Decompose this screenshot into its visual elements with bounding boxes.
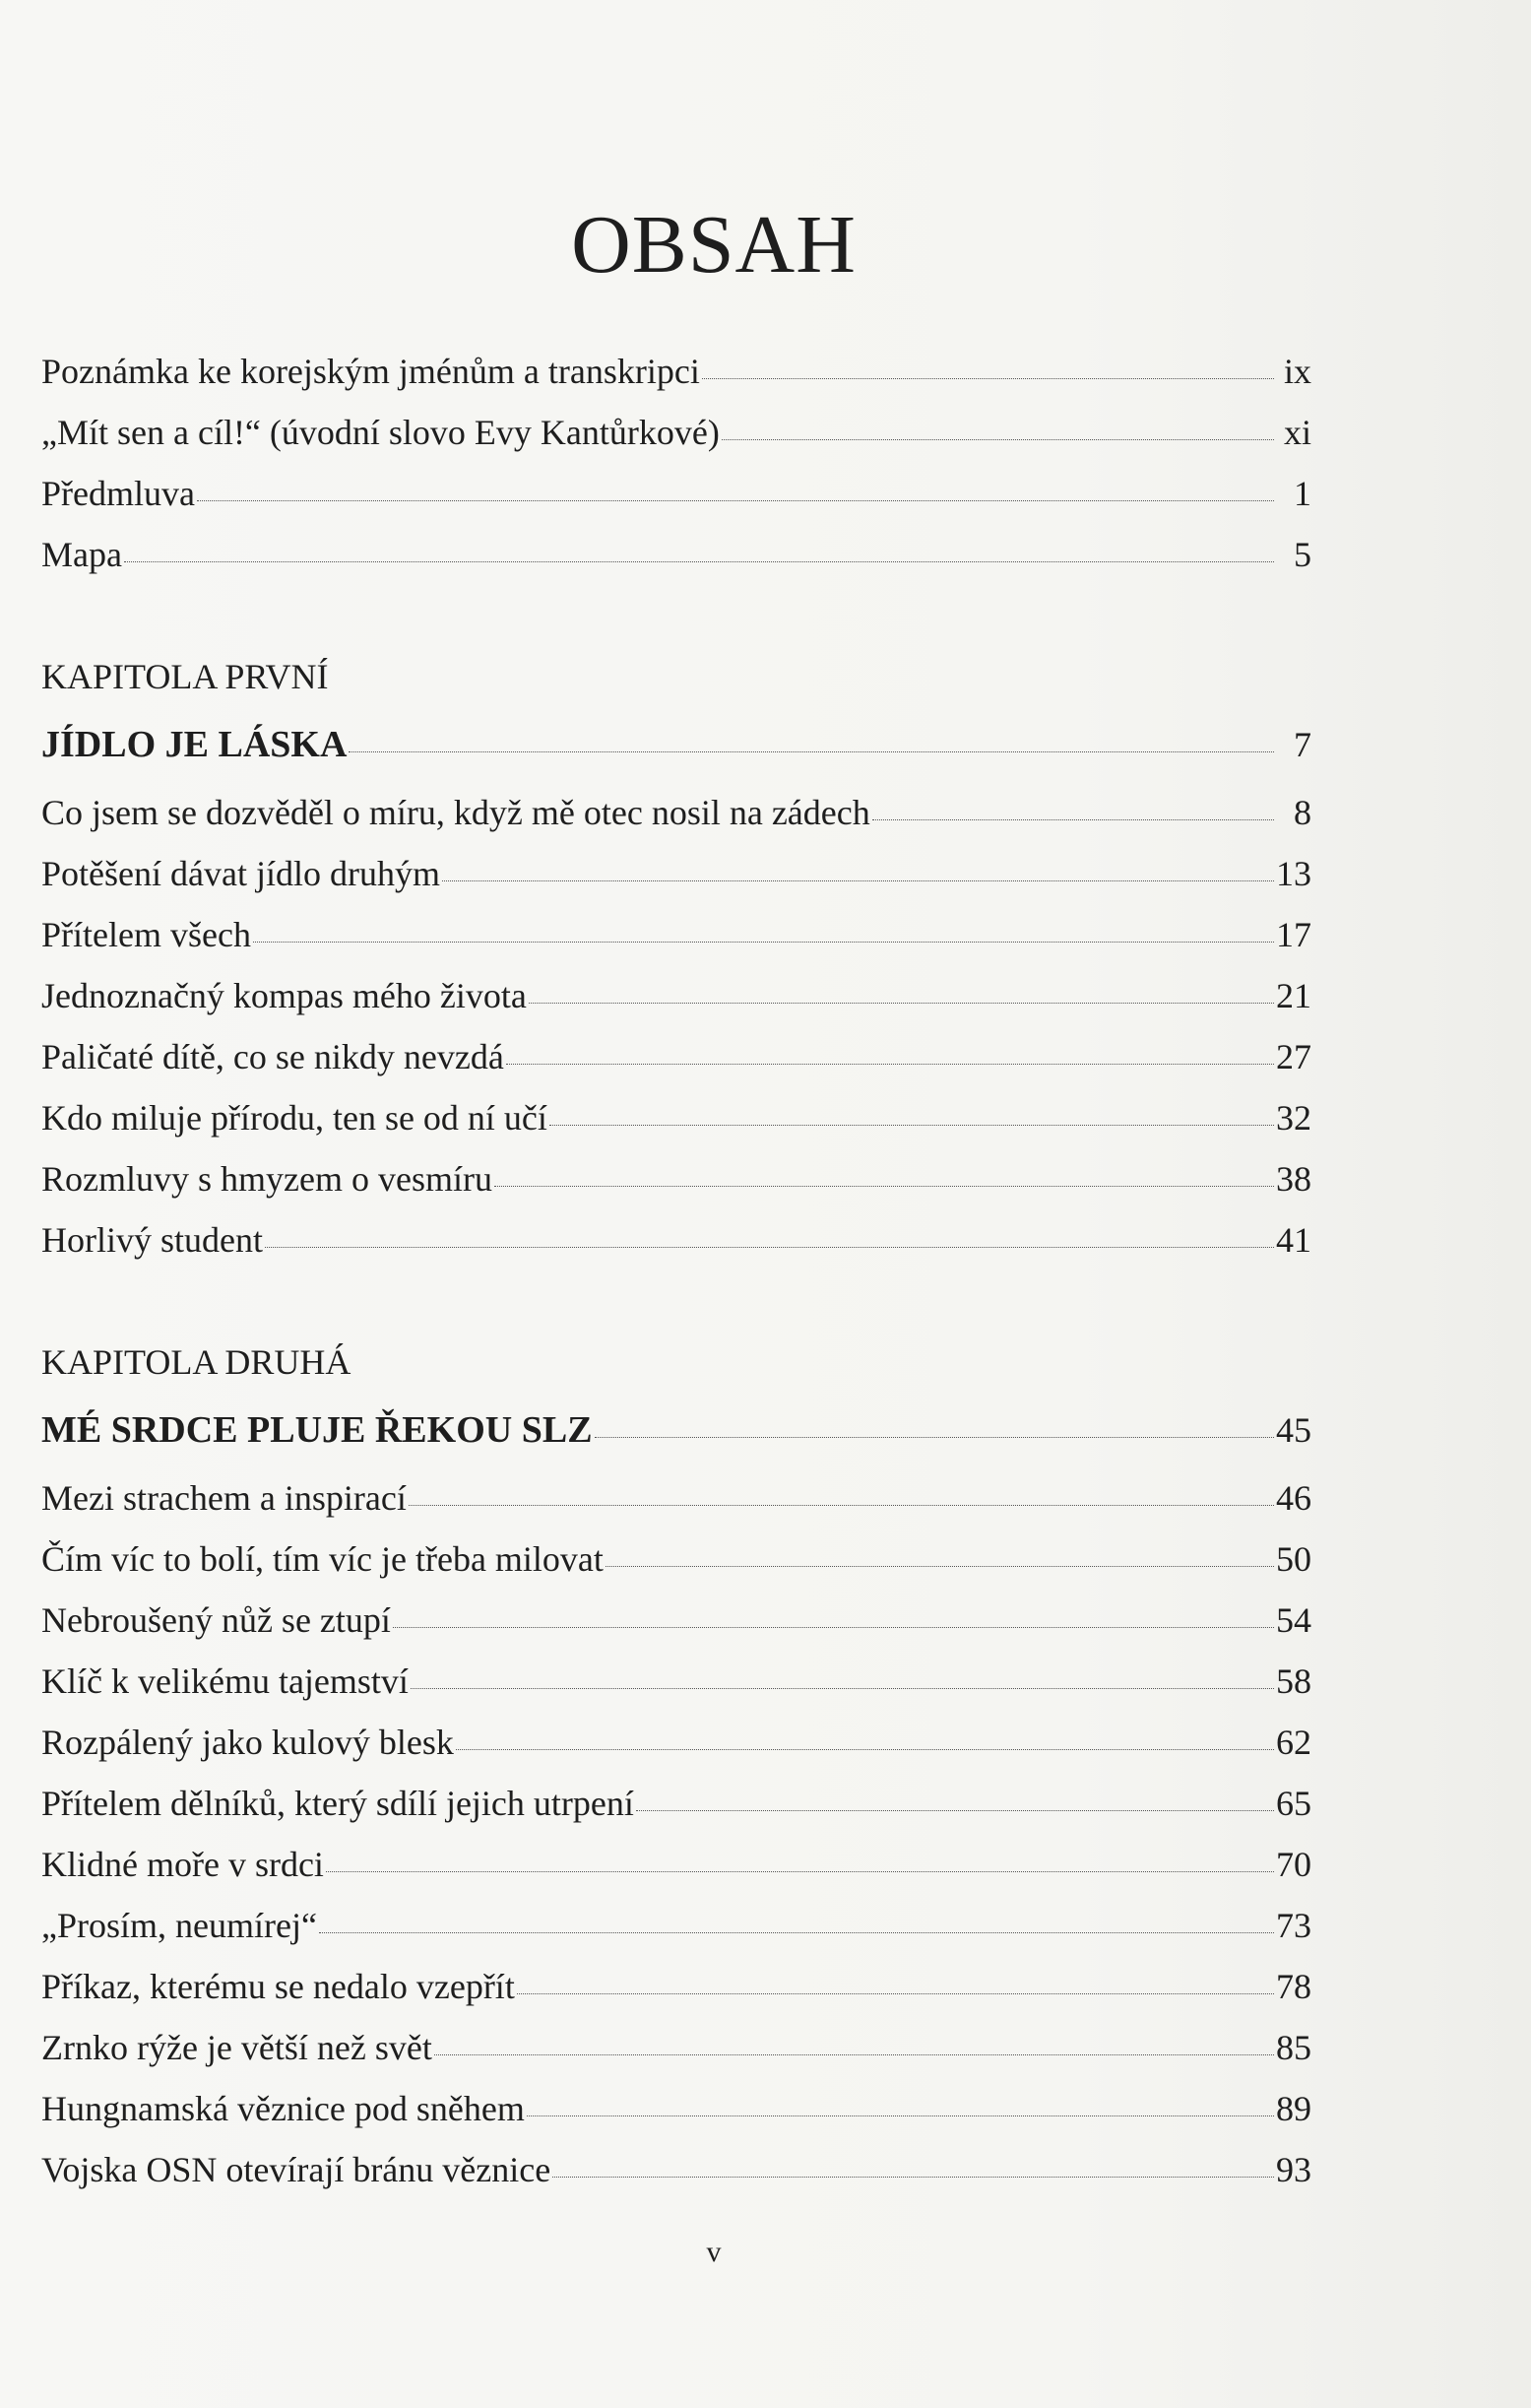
- toc-entry-label: Předmluva: [41, 474, 195, 513]
- toc-entry-label: Zrnko rýže je větší než svět: [41, 2028, 432, 2067]
- toc-entry[interactable]: [41, 782, 1311, 843]
- toc-entry-label: Čím víc to bolí, tím víc je třeba milovat: [41, 1539, 604, 1579]
- toc-entry[interactable]: [41, 402, 1311, 463]
- toc-entry-page: 1: [1294, 474, 1311, 513]
- chapter-block: [41, 1332, 1311, 2200]
- dot-leader: [872, 819, 1274, 820]
- toc-entry[interactable]: [41, 2139, 1311, 2200]
- toc-entry[interactable]: [41, 1026, 1311, 1087]
- toc-entry-page: 46: [1276, 1478, 1311, 1518]
- toc-entry-label: Přítelem všech: [41, 915, 251, 954]
- toc-entry-label: Rozmluvy s hmyzem o vesmíru: [41, 1159, 492, 1199]
- toc-entry-page: 93: [1276, 2150, 1311, 2189]
- dot-leader: [494, 1186, 1274, 1187]
- toc-entry[interactable]: [41, 843, 1311, 904]
- dot-leader: [552, 2177, 1274, 2178]
- toc-entry-page: 78: [1276, 1967, 1311, 2006]
- toc-entry[interactable]: [41, 2017, 1311, 2078]
- chapter-title-entry[interactable]: [41, 1393, 1311, 1467]
- dot-leader: [529, 1003, 1274, 1004]
- toc-entry[interactable]: [41, 1773, 1311, 1834]
- toc-entry-page: 8: [1294, 793, 1311, 832]
- chapter-page: 45: [1276, 1410, 1311, 1450]
- toc-entry[interactable]: [41, 524, 1311, 585]
- toc-entry[interactable]: [41, 1895, 1311, 1956]
- toc-entry-label: „Prosím, neumírej“: [41, 1906, 317, 1945]
- toc-entry-page: 62: [1276, 1723, 1311, 1762]
- toc-entry[interactable]: [41, 1529, 1311, 1590]
- toc-entry-label: Hungnamská věznice pod sněhem: [41, 2089, 525, 2128]
- dot-leader: [349, 751, 1274, 752]
- toc-entry-label: Jednoznačný kompas mého života: [41, 976, 527, 1015]
- toc-entry[interactable]: [41, 1712, 1311, 1773]
- dot-leader: [411, 1688, 1274, 1689]
- dot-leader: [409, 1505, 1274, 1506]
- toc-entry-page: 50: [1276, 1539, 1311, 1579]
- toc-entry-page: 73: [1276, 1906, 1311, 1945]
- dot-leader: [326, 1871, 1274, 1872]
- toc-entry-label: Klidné moře v srdci: [41, 1845, 324, 1884]
- toc-entry[interactable]: [41, 1087, 1311, 1148]
- toc-entry-page: 27: [1276, 1037, 1311, 1076]
- toc-entry[interactable]: [41, 1590, 1311, 1651]
- toc-entry-label: Kdo miluje přírodu, ten se od ní učí: [41, 1098, 547, 1138]
- toc-entry-label: Nebroušený nůž se ztupí: [41, 1600, 391, 1640]
- dot-leader: [319, 1932, 1274, 1933]
- dot-leader: [595, 1437, 1274, 1438]
- toc-entry-label: Mapa: [41, 535, 122, 574]
- toc-entry-page: 21: [1276, 976, 1311, 1015]
- chapter-page: 7: [1294, 725, 1311, 764]
- toc-entry-label: Rozpálený jako kulový blesk: [41, 1723, 454, 1762]
- dot-leader: [197, 500, 1274, 501]
- dot-leader: [456, 1749, 1274, 1750]
- toc-entry[interactable]: [41, 965, 1311, 1026]
- toc-entry-page: 5: [1294, 535, 1311, 574]
- toc-entry-page: 58: [1276, 1661, 1311, 1701]
- chapter-label: KAPITOLA DRUHÁ: [41, 1342, 351, 1382]
- chapter-block: [41, 646, 1311, 1270]
- toc-entry-page: 38: [1276, 1159, 1311, 1199]
- dot-leader: [442, 880, 1274, 881]
- toc-entry-page: xi: [1283, 413, 1311, 452]
- toc-entry-label: Poznámka ke korejským jménům a transkripci: [41, 352, 700, 391]
- chapter-title: MÉ SRDCE PLUJE ŘEKOU SLZ: [41, 1409, 593, 1451]
- toc-entry[interactable]: [41, 1651, 1311, 1712]
- dot-leader: [265, 1247, 1274, 1248]
- toc-entry-page: 41: [1276, 1220, 1311, 1260]
- toc-entry[interactable]: [41, 1834, 1311, 1895]
- toc-entry-page: 17: [1276, 915, 1311, 954]
- page-title: OBSAH: [571, 199, 857, 291]
- front-matter: [41, 341, 1311, 585]
- toc-entry-label: Co jsem se dozvěděl o míru, když mě otec nosil na zádech: [41, 793, 870, 832]
- dot-leader: [527, 2115, 1274, 2116]
- toc-entry-page: 89: [1276, 2089, 1311, 2128]
- dot-leader: [434, 2054, 1274, 2055]
- dot-leader: [517, 1993, 1274, 1994]
- toc-entry-page: 65: [1276, 1784, 1311, 1823]
- toc-entry-page: 13: [1276, 854, 1311, 893]
- dot-leader: [124, 561, 1274, 562]
- toc-entry-page: 85: [1276, 2028, 1311, 2067]
- toc-entry-page: 32: [1276, 1098, 1311, 1138]
- toc-entry[interactable]: [41, 341, 1311, 402]
- toc-entry-label: Vojska OSN otevírají bránu věznice: [41, 2150, 551, 2189]
- dot-leader: [702, 378, 1274, 379]
- dot-leader: [253, 942, 1274, 943]
- page-folio: v: [706, 2236, 722, 2268]
- chapter-title-entry[interactable]: [41, 707, 1311, 782]
- toc-entry-label: Paličaté dítě, co se nikdy nevzdá: [41, 1037, 504, 1076]
- toc-entry-page: ix: [1283, 352, 1311, 391]
- chapter-label: KAPITOLA PRVNÍ: [41, 657, 329, 696]
- dot-leader: [393, 1627, 1274, 1628]
- toc-entry[interactable]: [41, 2078, 1311, 2139]
- toc-entry[interactable]: [41, 904, 1311, 965]
- toc-entry-label: Mezi strachem a inspirací: [41, 1478, 407, 1518]
- toc-entry[interactable]: [41, 1956, 1311, 2017]
- toc-entry-label: Potěšení dávat jídlo druhým: [41, 854, 440, 893]
- toc-entry[interactable]: [41, 1148, 1311, 1209]
- dot-leader: [636, 1810, 1274, 1811]
- table-of-contents: [41, 341, 1311, 2200]
- toc-entry[interactable]: [41, 1209, 1311, 1270]
- dot-leader: [722, 439, 1274, 440]
- toc-entry-label: Přítelem dělníků, který sdílí jejich utrpení: [41, 1784, 634, 1823]
- toc-entry-page: 70: [1276, 1845, 1311, 1884]
- dot-leader: [506, 1064, 1274, 1065]
- toc-entry-page: 54: [1276, 1600, 1311, 1640]
- chapter-title: JÍDLO JE LÁSKA: [41, 724, 348, 765]
- toc-entry-label: Příkaz, kterému se nedalo vzepřít: [41, 1967, 515, 2006]
- dot-leader: [549, 1125, 1274, 1126]
- toc-entry-label: „Mít sen a cíl!“ (úvodní slovo Evy Kantůrkové): [41, 413, 720, 452]
- toc-entry[interactable]: [41, 463, 1311, 524]
- toc-entry[interactable]: [41, 1467, 1311, 1529]
- dot-leader: [606, 1566, 1274, 1567]
- toc-entry-label: Horlivý student: [41, 1220, 263, 1260]
- toc-entry-label: Klíč k velikému tajemství: [41, 1661, 409, 1701]
